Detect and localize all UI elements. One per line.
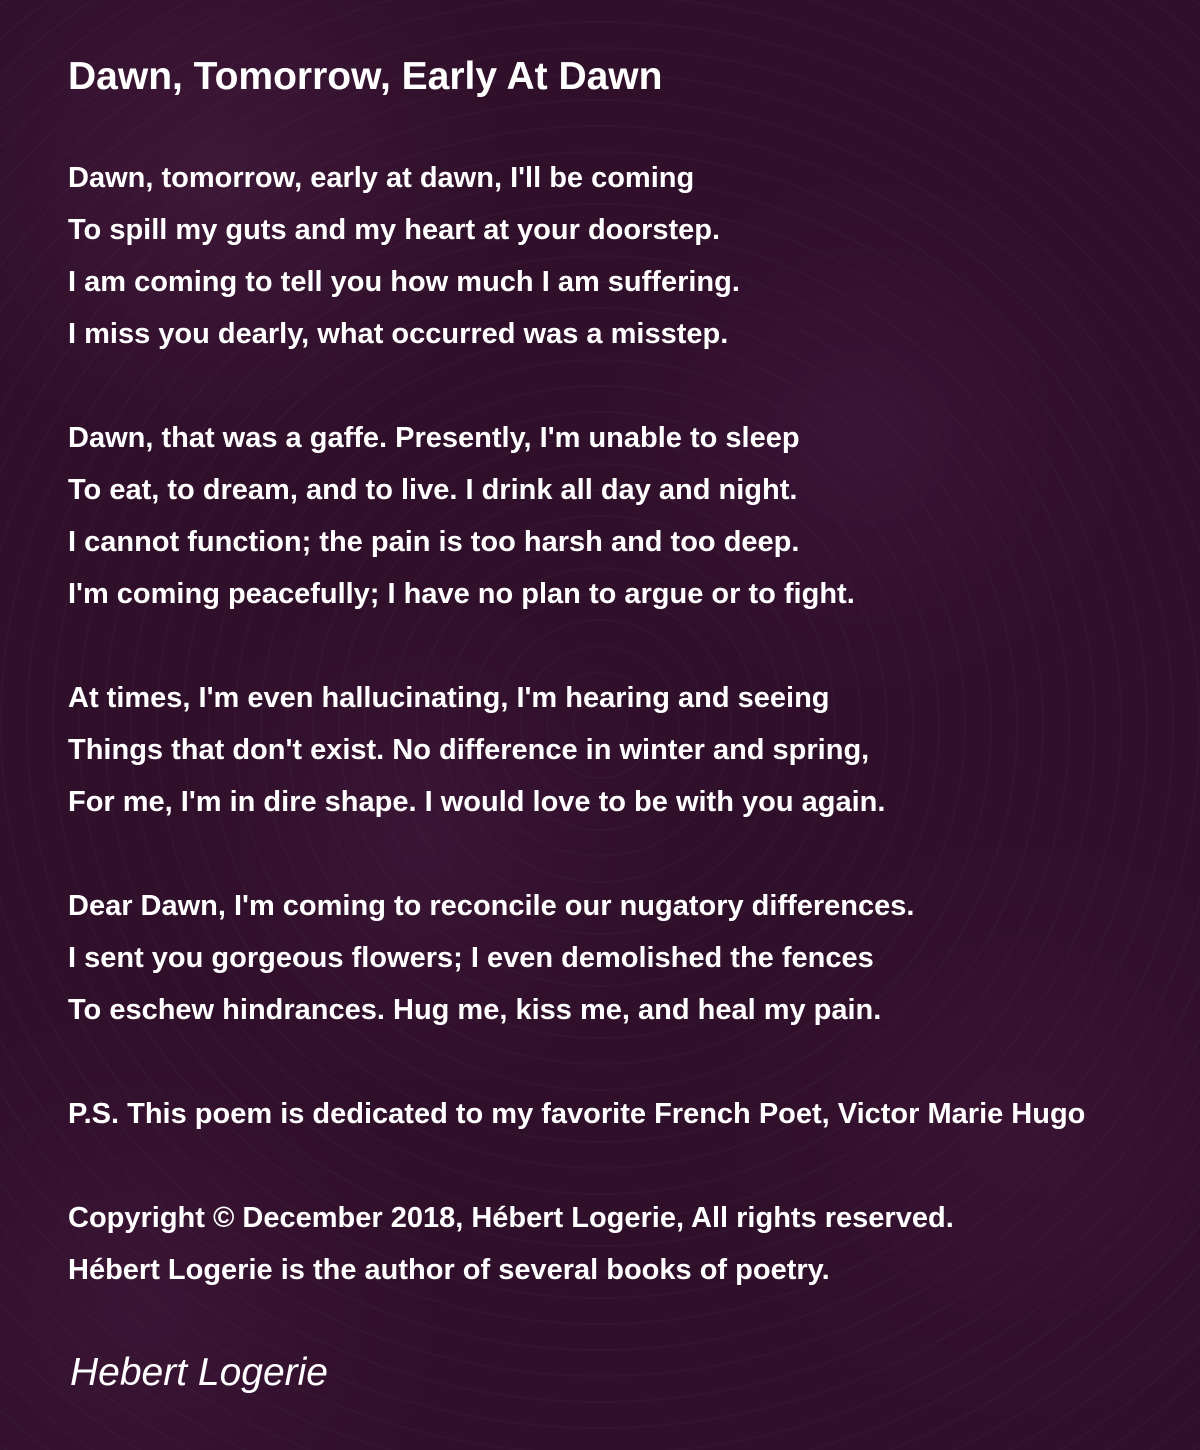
- poem-line: Dawn, that was a gaffe. Presently, I'm unable to sleep: [68, 422, 800, 454]
- poem-title: Dawn, Tomorrow, Early At Dawn: [68, 55, 663, 98]
- stanza-gap: [68, 360, 1200, 412]
- stanza-1: [68, 152, 1200, 360]
- poem-line: To spill my guts and my heart at your doorstep.: [68, 214, 721, 246]
- poem-line: Dawn, tomorrow, early at dawn, I'll be coming: [68, 162, 695, 194]
- stanza-4: [68, 880, 1200, 1036]
- poem-line: P.S. This poem is dedicated to my favorite French Poet, Victor Marie Hugo: [68, 1098, 1086, 1130]
- stanza-gap: [68, 1036, 1200, 1088]
- poem-line: I'm coming peacefully; I have no plan to argue or to fight.: [68, 578, 855, 610]
- copyright-notice: [68, 1192, 1200, 1296]
- poem-line: I miss you dearly, what occurred was a misstep.: [68, 318, 729, 350]
- stanza-gap: [68, 620, 1200, 672]
- author-signature: Hebert Logerie: [70, 1351, 328, 1394]
- stanza-gap: [68, 1140, 1200, 1192]
- stanza-gap: [68, 828, 1200, 880]
- poem-line: To eat, to dream, and to live. I drink all day and night.: [68, 474, 798, 506]
- poem-line: Dear Dawn, I'm coming to reconcile our nugatory differences.: [68, 890, 915, 922]
- poem-line: Things that don't exist. No difference in winter and spring,: [68, 734, 870, 766]
- poem-line: At times, I'm even hallucinating, I'm hearing and seeing: [68, 682, 830, 714]
- poem-line: I cannot function; the pain is too harsh and too deep.: [68, 526, 800, 558]
- poem-line: Copyright © December 2018, Hébert Logerie, All rights reserved.: [68, 1202, 954, 1234]
- stanza-2: [68, 412, 1200, 620]
- dedication: [68, 1088, 1200, 1140]
- poem-line: I sent you gorgeous flowers; I even demolished the fences: [68, 942, 874, 974]
- poem-line: To eschew hindrances. Hug me, kiss me, and heal my pain.: [68, 994, 882, 1026]
- poem-body: [68, 152, 1200, 1296]
- poem-line: Hébert Logerie is the author of several books of poetry.: [68, 1254, 830, 1286]
- poem-line: I am coming to tell you how much I am suffering.: [68, 266, 740, 298]
- poem-line: For me, I'm in dire shape. I would love to be with you again.: [68, 786, 886, 818]
- stanza-3: [68, 672, 1200, 828]
